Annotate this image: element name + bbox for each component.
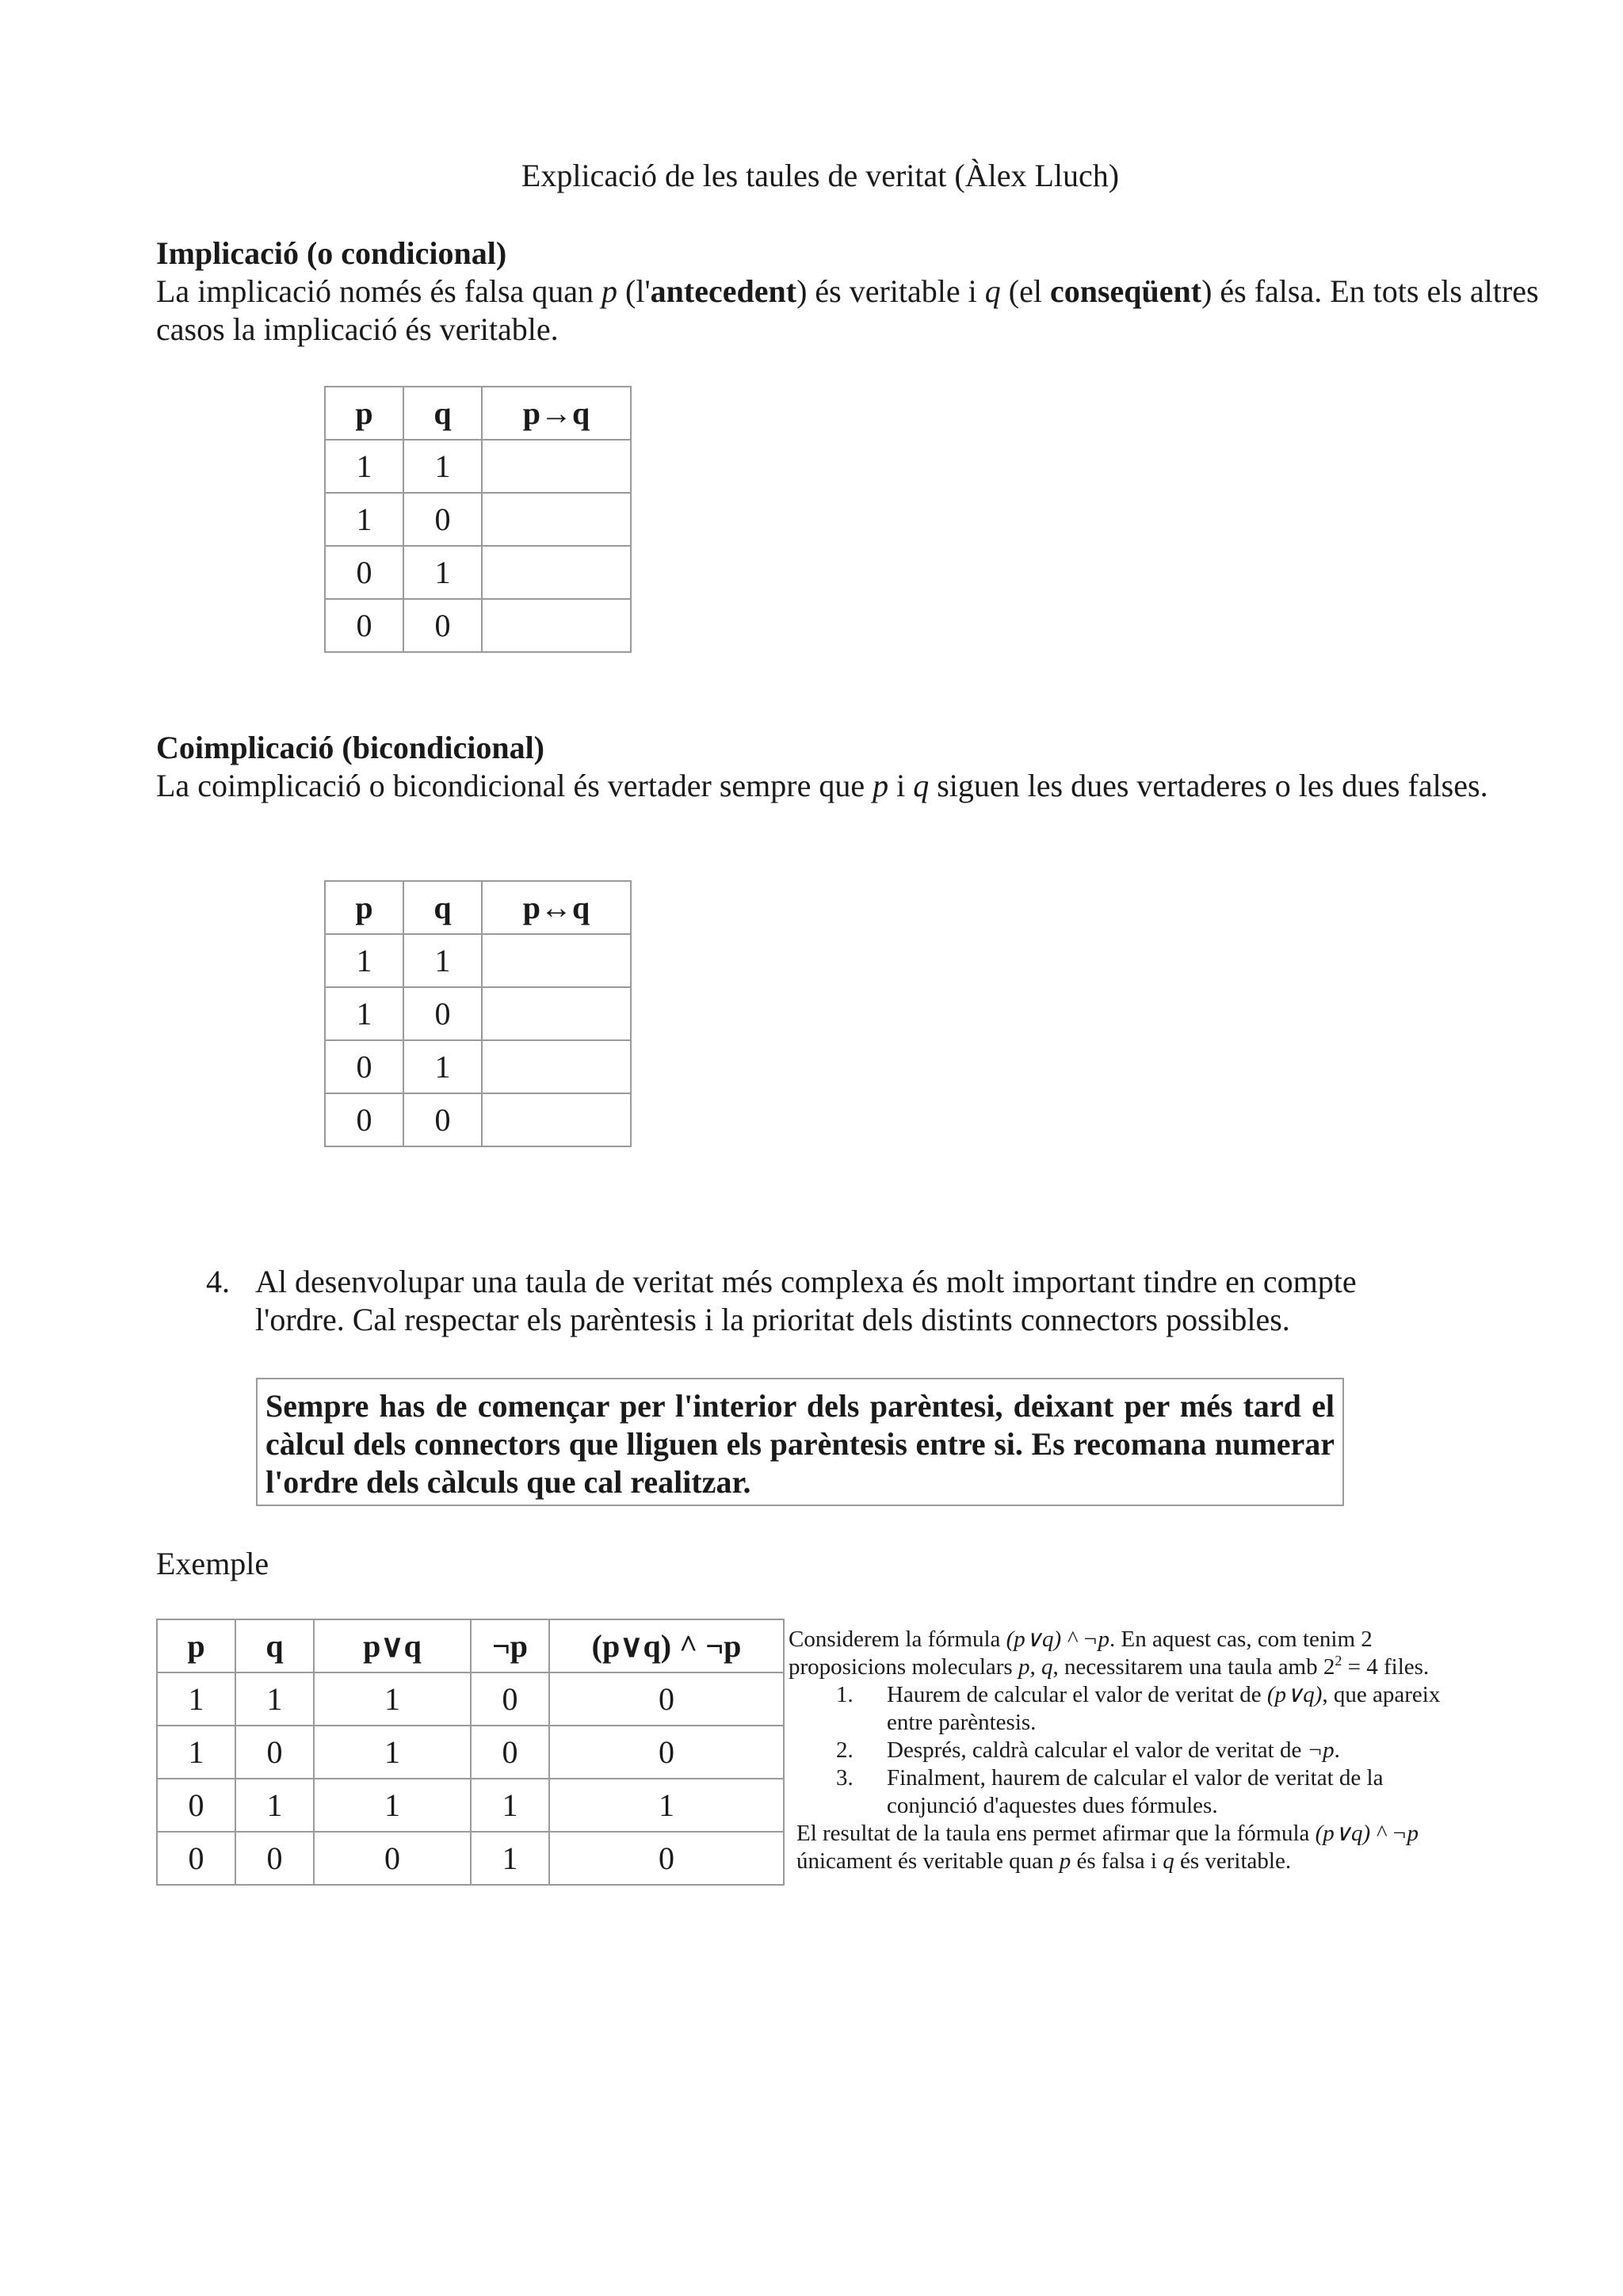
table-cell: 0 (325, 1093, 403, 1146)
exemple-explanation (789, 1626, 1446, 1875)
table-cell: 0 (471, 1726, 549, 1779)
table-row (325, 493, 631, 546)
explanation-result: El resultat de la taula ens permet afirmar que la fórmula (p∨q) ^ ¬p únicament és veritable quan p és falsa i q és veritable. (796, 1821, 1419, 1874)
list-number: 4. (206, 1264, 230, 1299)
page-title: Explicació de les taules de veritat (Àlex Lluch) (521, 158, 1120, 193)
header-cell: p→q (482, 387, 631, 440)
table-cell: 0 (157, 1832, 235, 1885)
table-cell: 1 (235, 1779, 314, 1832)
header-cell: p↔q (482, 881, 631, 934)
table-cell: 1 (403, 546, 482, 599)
header-cell: p∨q (314, 1619, 471, 1672)
implicacio-paragraph: La implicació només és falsa quan p (l'antecedent) és veritable i q (el conseqüent) és falsa. En tots els altres casos la implicació és veritable. (156, 273, 1539, 347)
coimplicacio-heading: Coimplicació (bicondicional) (156, 730, 544, 765)
table-cell (482, 493, 631, 546)
table-cell: 1 (314, 1779, 471, 1832)
table-cell: 1 (314, 1726, 471, 1779)
table-row (325, 440, 631, 493)
header-cell: q (235, 1619, 314, 1672)
table-row (157, 1726, 784, 1779)
coimplicacio-paragraph: La coimplicació o bicondicional és vertader sempre que p i q siguen les dues vertaderes o les dues falses. (156, 768, 1488, 803)
table-row (325, 1093, 631, 1146)
table-cell: 0 (549, 1726, 784, 1779)
table-row (325, 934, 631, 987)
table-cell (482, 440, 631, 493)
table-cell: 0 (235, 1832, 314, 1885)
boxed-note: Sempre has de començar per l'interior dels parèntesi, deixant per més tard el càlcul dels connectors que lliguen els parèntesis entre si. Es recomana numerar l'ordre dels càlculs que cal realitzar. (256, 1378, 1344, 1506)
table-row (157, 1779, 784, 1832)
table-cell: 1 (235, 1672, 314, 1726)
table-row (325, 987, 631, 1040)
list-text: Al desenvolupar una taula de veritat més complexa és molt important tindre en compte l'ordre. Cal respectar els parèntesis i la prioritat dels distints connectors possibles. (255, 1264, 1357, 1337)
table-cell: 1 (403, 934, 482, 987)
explanation-intro: Considerem la fórmula (p∨q) ^ ¬p. En aquest cas, com tenim 2 proposicions moleculars p, q, necessitarem una taula amb $2^2 = 4$ files. (789, 1627, 1430, 1680)
list-item: 1. Haurem de calcular el valor de veritat de (p∨q), que apareix entre parèntesis. (836, 1682, 1441, 1735)
table-row (157, 1672, 784, 1726)
table-row (157, 1832, 784, 1885)
exemple-truth-table (156, 1619, 785, 1886)
table-cell: 0 (325, 546, 403, 599)
table-cell: 0 (235, 1726, 314, 1779)
table-header-row (325, 881, 631, 934)
table-row (325, 1040, 631, 1093)
table-cell (482, 987, 631, 1040)
header-cell: p (325, 387, 403, 440)
table-cell: 0 (157, 1779, 235, 1832)
coimplicacio-truth-table (324, 880, 632, 1147)
table-header-row (157, 1619, 784, 1672)
header-cell: q (403, 387, 482, 440)
header-cell: (p∨q) ^ ¬p (549, 1619, 784, 1672)
header-cell: p (325, 881, 403, 934)
table-cell: 1 (403, 1040, 482, 1093)
table-cell (482, 546, 631, 599)
numbered-point-4 (206, 1263, 1426, 1342)
table-cell: 0 (403, 599, 482, 652)
table-cell: 0 (403, 493, 482, 546)
table-cell: 1 (157, 1672, 235, 1726)
table-cell: 0 (471, 1672, 549, 1726)
table-cell: 1 (471, 1832, 549, 1885)
exemple-label: Exemple (156, 1546, 269, 1581)
table-cell (482, 599, 631, 652)
table-cell: 0 (403, 987, 482, 1040)
table-cell: 1 (325, 987, 403, 1040)
table-cell (482, 1040, 631, 1093)
table-header-row (325, 387, 631, 440)
implicacio-heading: Implicació (o condicional) (156, 235, 507, 271)
table-cell: 0 (325, 599, 403, 652)
table-cell: 1 (549, 1779, 784, 1832)
table-cell: 1 (403, 440, 482, 493)
explanation-steps (789, 1681, 1446, 1820)
table-cell: 1 (325, 934, 403, 987)
list-item: 2. Després, caldrà calcular el valor de veritat de ¬p. (836, 1737, 1340, 1763)
header-cell: p (157, 1619, 235, 1672)
table-cell: 1 (157, 1726, 235, 1779)
header-cell: q (403, 881, 482, 934)
implicacio-truth-table (324, 386, 632, 653)
table-cell: 0 (549, 1832, 784, 1885)
table-cell: 0 (325, 1040, 403, 1093)
table-cell: 1 (325, 440, 403, 493)
table-row (325, 546, 631, 599)
table-cell (482, 1093, 631, 1146)
table-cell: 0 (403, 1093, 482, 1146)
table-cell: 1 (314, 1672, 471, 1726)
header-cell: ¬p (471, 1619, 549, 1672)
table-row (325, 599, 631, 652)
table-cell (482, 934, 631, 987)
table-cell: 1 (471, 1779, 549, 1832)
table-cell: 0 (314, 1832, 471, 1885)
table-cell: 0 (549, 1672, 784, 1726)
table-cell: 1 (325, 493, 403, 546)
list-item: 3. Finalment, haurem de calcular el valor de veritat de la conjunció d'aquestes dues fórmules. (836, 1765, 1384, 1818)
